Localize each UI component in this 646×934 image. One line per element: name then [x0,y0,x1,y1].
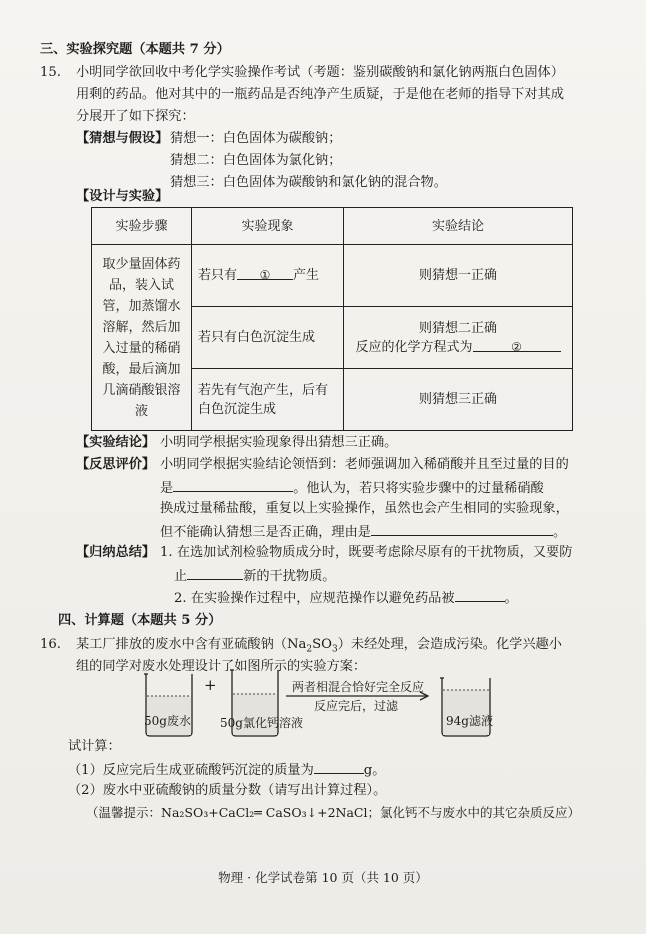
reflect-line4 [160,522,566,542]
fig-label-2: 50g氯化钙溶液 [220,716,303,730]
summary-3b: 。 [504,591,518,606]
row2-conc-b: 反应的化学方程式为 [355,339,473,355]
reflect-line1: 小明同学根据实验结论领悟到：老师强调加入稀硝酸并且至过量的目的 [160,457,569,472]
q15-intro-line2: 用剩的药品。他对其中的一瓶药品是否纯净产生质疑，于是他在老师的指导下对其成 [76,87,564,102]
q15-intro-line3: 分展开了如下探究： [76,109,195,124]
row3-conclusion: 则猜想三正确 [344,369,573,431]
q16-hint: （温馨提示：Na₂SO₃+CaCl₂═ CaSO₃↓+2NaCl；氯化钙不与废水中的其它杂质反应） [86,805,580,820]
section3-title: 三、实验探究题（本题共 7 分） [40,42,230,57]
row1-phen-b: 产生 [293,268,320,283]
conclusion-text: 小明同学根据实验现象得出猜想三正确。 [160,435,398,450]
summary-2b: 新的干扰物质。 [243,569,336,584]
table-header-conclusion: 实验结论 [344,208,573,245]
conclusion-label: 【实验结论】 [76,435,156,450]
row1-phenomenon [192,245,344,307]
q16-intro-1b: 2 [306,644,313,655]
q16-number: 16. [40,637,61,652]
fig-arrow-top: 两者相混合恰好完全反应 [292,680,425,694]
fig-arrow-bottom: 反应完后，过滤 [314,699,399,713]
q16-intro-line1 [76,636,562,659]
summary-label: 【归纳总结】 [76,545,156,560]
reflect-2a: 是 [160,481,174,496]
page-footer: 物理 · 化学试卷第 10 页（共 10 页） [218,870,428,885]
blank-reflect-reason[interactable] [371,522,553,536]
reflect-2b: 。他认为，若只将实验步骤中的过量稀硝酸 [293,481,544,496]
row2-conclusion [344,307,573,369]
summary-line1: 1. 在选加试剂检验物质成分时，既要考虑除尽原有的干扰物质，又要防 [160,545,573,560]
blank-summary-2[interactable] [455,588,505,602]
reflect-line3: 换成过量稀盐酸，重复以上实验操作，虽然也会产生相同的实验现象， [160,501,569,516]
blank-2[interactable] [473,338,561,352]
summary-line2 [174,566,336,586]
summary-2a: 止 [174,569,188,584]
reflect-4b: 。 [553,525,567,540]
blank-summary-1[interactable] [187,566,243,580]
blank-1-mark: ① [259,268,271,282]
q15-number: 15. [40,65,61,80]
reflect-line2 [160,478,544,498]
experiment-table [91,207,573,431]
summary-line3 [174,588,518,608]
blank-2-mark: ② [511,339,522,354]
reflect-label: 【反思评价】 [76,457,156,472]
q16-sub1 [68,760,385,780]
calc-label: 试计算： [68,739,121,754]
blank-reflect-purpose[interactable] [173,478,293,492]
q16-intro-1a: 某工厂排放的废水中含有亚硫酸钠（Na [76,637,307,652]
section4-title: 四、计算题（本题共 5 分） [58,613,222,628]
hypothesis-3: 猜想三：白色固体为碳酸钠和氯化钠的混合物。 [170,175,447,190]
row1-phen-a: 若只有 [198,268,238,283]
blank-1[interactable] [237,266,293,280]
q16-sub1a: （1）反应完后生成亚硫酸钙沉淀的质量为 [68,763,314,778]
hypothesis-1: 猜想一：白色固体为碳酸钠； [170,131,342,146]
table-header-steps: 实验步骤 [92,208,192,245]
table-steps-text: 取少量固体药品，装入试管，加蒸馏水溶解，然后加入过量的稀硝酸，最后滴加几滴硝酸银溶液 [102,256,181,419]
q15-intro-line1: 小明同学欲回收中考化学实验操作考试（考题：鉴别碳酸钠和氯化钠两瓶白色固体） [76,65,564,80]
fig-label-3: 94g滤液 [446,714,493,728]
blank-precipitate-mass[interactable] [314,760,364,774]
hypothesis-2: 猜想二：白色固体为氯化钠； [170,153,342,168]
summary-3a: 2. 在实验操作过程中，应规范操作以避免药品被 [174,591,455,606]
reflect-4a: 但不能确认猜想三是否正确，理由是 [160,525,371,540]
q16-sub1b: g。 [363,763,386,778]
q16-intro-1c: SO [312,637,332,652]
q16-intro-line2: 组的同学对废水处理设计了如图所示的实验方案： [76,659,367,674]
q16-intro-1e: ）未经处理，会造成污染。化学兴趣小 [337,637,562,652]
row2-conc-a: 则猜想二正确 [418,320,497,336]
row2-phenomenon: 若只有白色沉淀生成 [192,307,344,369]
q16-sub2: （2）废水中亚硫酸钠的质量分数（请写出计算过程）。 [68,783,387,798]
fig-plus: + [204,676,217,694]
row3-phenomenon: 若先有气泡产生，后有白色沉淀生成 [192,369,344,431]
design-label: 【设计与实验】 [76,189,169,204]
hypothesis-label: 【猜想与假设】 [76,131,169,146]
table-header-phenomenon: 实验现象 [192,208,344,245]
fig-label-1: 50g废水 [144,714,191,728]
table-steps-cell [92,245,192,431]
q16-intro-1d: 3 [332,644,338,655]
row1-conclusion: 则猜想一正确 [344,245,573,307]
